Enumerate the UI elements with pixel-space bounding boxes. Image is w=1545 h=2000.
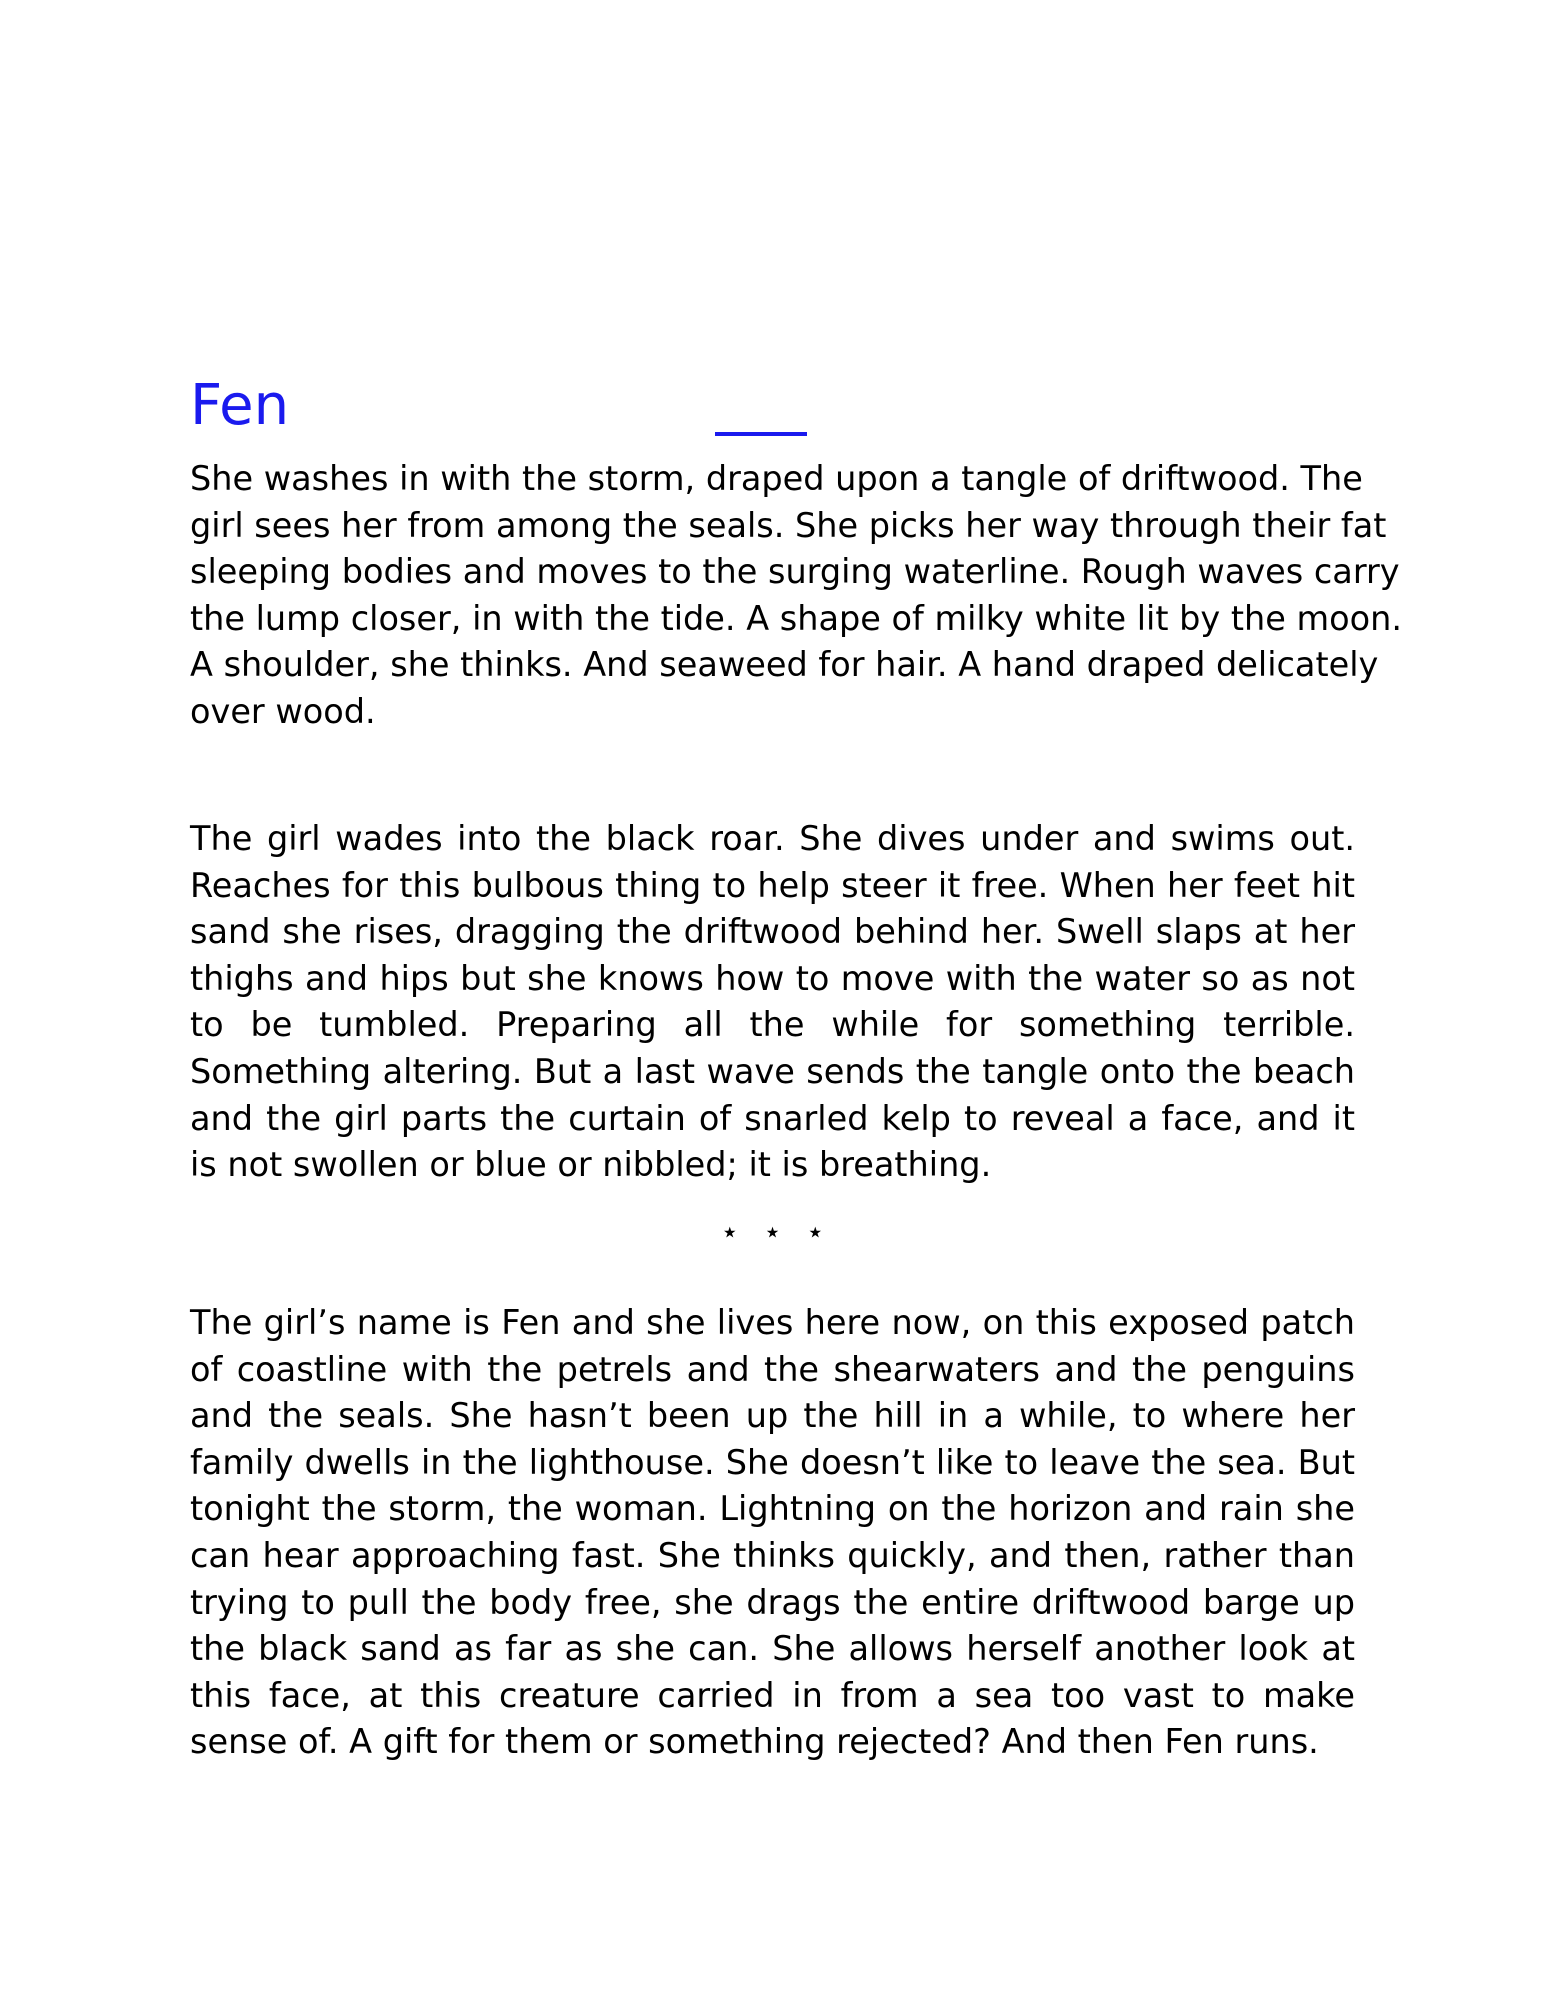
title-underline-rule — [715, 432, 807, 436]
paragraph-3: The girl’s name is Fen and she lives here now, on this exposed patch of coastline with the petrels and the shearwaters and the penguins and the seals. She hasn’t been up the hill in a while, to where her family dwells in the lighthouse. She doesn’t like to leave the sea. But tonight the storm, the woman. Lightning on the horizon and rain she can hear approaching fast. She thinks quickly, and then, rather than trying to pull the body free, she drags the entire driftwood barge up the black sand as far as she can. She allows herself another look at this face, at this creature carried in from a sea too vast to make sense of. A gift for them or something rejected? And then Fen runs. — [190, 1303, 1355, 1762]
paragraph-2: The girl wades into the black roar. She dives under and swims out. Reaches for this bulbous thing to help steer it free. When her feet hit sand she rises, dragging the driftwood behind her. Swell slaps at her thighs and hips but she knows how to move with the water so as not to be tumbled. Preparing all the while for something terrible. Something altering. But a last wave sends the tangle onto the beach and the girl parts the curtain of snarled kelp to reveal a face, and it is not swollen or blue or nibbled; it is breathing. — [190, 819, 1355, 1185]
chapter-title: Fen — [190, 373, 290, 438]
section-break-asterisks: ⋆⋆⋆ — [720, 1215, 849, 1250]
paragraph-1: She washes in with the storm, draped upon a tangle of driftwood. The girl sees her from among the seals. She picks her way through their fat sleeping bodies and moves to the surging waterline. Rough waves carry the lump closer, in with the tide. A shape of milky white lit by the moon. A shoulder, she thinks. And seaweed for hair. A hand draped delicately over wood. — [190, 459, 1402, 731]
